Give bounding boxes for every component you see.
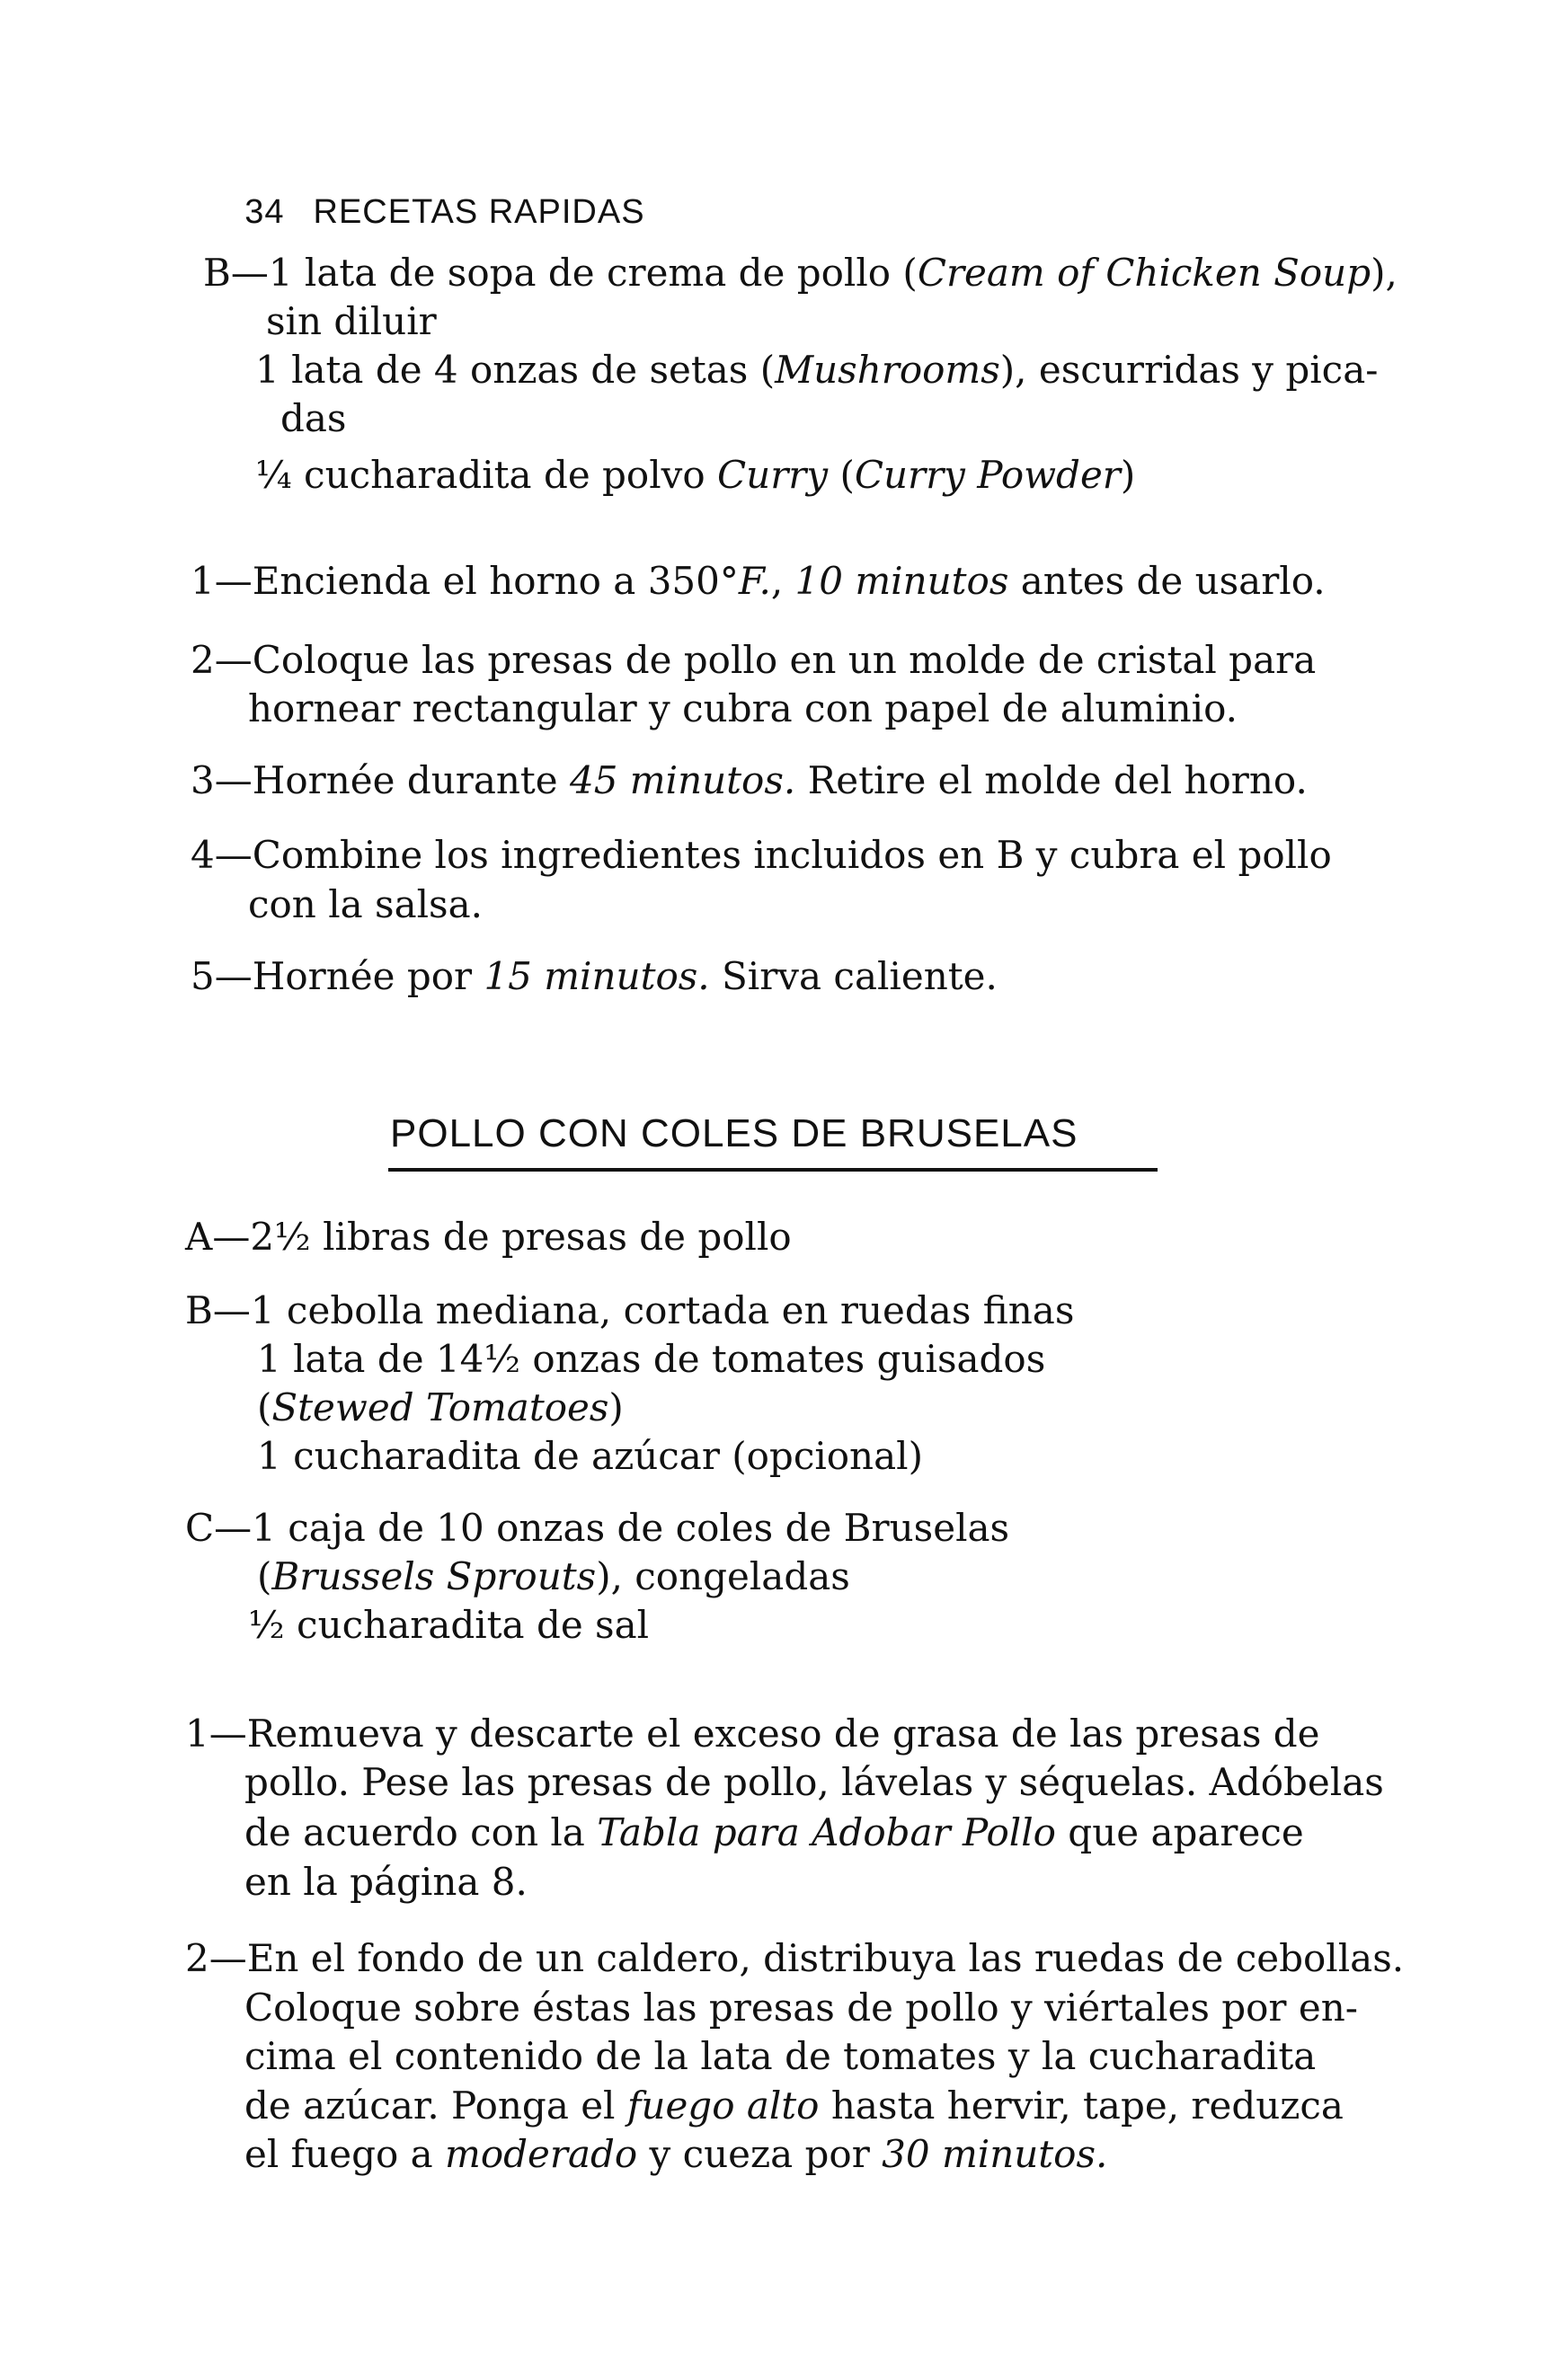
- page-number: 34: [244, 193, 285, 231]
- ingredient-line: 1 lata de 4 onzas de setas (Mushrooms), escurridas y pica-: [255, 348, 1379, 392]
- running-title: RECETAS RAPIDAS: [313, 193, 645, 231]
- title-underline: [388, 1168, 1158, 1172]
- ingredient-line: ¼ cucharadita de polvo Curry (Curry Powder): [255, 453, 1136, 497]
- step-line: de acuerdo con la Tabla para Adobar Pollo que aparece: [244, 1810, 1304, 1854]
- step-line: con la salsa.: [248, 882, 484, 926]
- ingredient-line: (Stewed Tomatoes): [257, 1385, 624, 1429]
- step-line: de azúcar. Ponga el fuego alto hasta hervir, tape, reduzca: [244, 2084, 1344, 2128]
- step-line: 2—En el fondo de un caldero, distribuya las ruedas de cebollas.: [185, 1936, 1405, 1980]
- step-line: pollo. Pese las presas de pollo, lávelas y séquelas. Adóbelas: [244, 1760, 1384, 1804]
- step-line: en la página 8.: [244, 1860, 528, 1904]
- recipe-title: POLLO CON COLES DE BRUSELAS: [390, 1111, 1078, 1155]
- ingredient-line: C—1 caja de 10 onzas de coles de Bruselas: [185, 1506, 1010, 1550]
- step-line: 2—Coloque las presas de pollo en un molde de cristal para: [191, 638, 1317, 682]
- step-line: 1—Encienda el horno a 350°F., 10 minutos antes de usarlo.: [191, 559, 1326, 603]
- ingredient-line: A—2½ libras de presas de pollo: [185, 1215, 792, 1259]
- step-line: Coloque sobre éstas las presas de pollo y viértales por en-: [244, 1986, 1358, 2030]
- ingredient-line: B—1 lata de sopa de crema de pollo (Cream of Chicken Soup),: [203, 251, 1398, 295]
- step-line: cima el contenido de la lata de tomates y la cucharadita: [244, 2034, 1317, 2078]
- ingredient-line: (Brussels Sprouts), congeladas: [257, 1554, 850, 1598]
- ingredient-line: ½ cucharadita de sal: [248, 1603, 650, 1647]
- step-line: 4—Combine los ingredientes incluidos en B y cubra el pollo: [191, 833, 1332, 877]
- step-line: 5—Hornée por 15 minutos. Sirva caliente.: [191, 954, 998, 998]
- ingredient-line: 1 cucharadita de azúcar (opcional): [257, 1434, 923, 1478]
- step-line: hornear rectangular y cubra con papel de aluminio.: [248, 686, 1238, 730]
- ingredient-line: 1 lata de 14½ onzas de tomates guisados: [257, 1337, 1046, 1381]
- step-line: 3—Hornée durante 45 minutos. Retire el molde del horno.: [191, 758, 1308, 802]
- step-line: el fuego a moderado y cueza por 30 minutos.: [244, 2132, 1108, 2176]
- ingredient-line: B—1 cebolla mediana, cortada en ruedas finas: [185, 1288, 1075, 1332]
- step-line: 1—Remueva y descarte el exceso de grasa de las presas de: [185, 1712, 1320, 1756]
- ingredient-line: sin diluir: [266, 299, 437, 343]
- ingredient-line: das: [280, 396, 347, 440]
